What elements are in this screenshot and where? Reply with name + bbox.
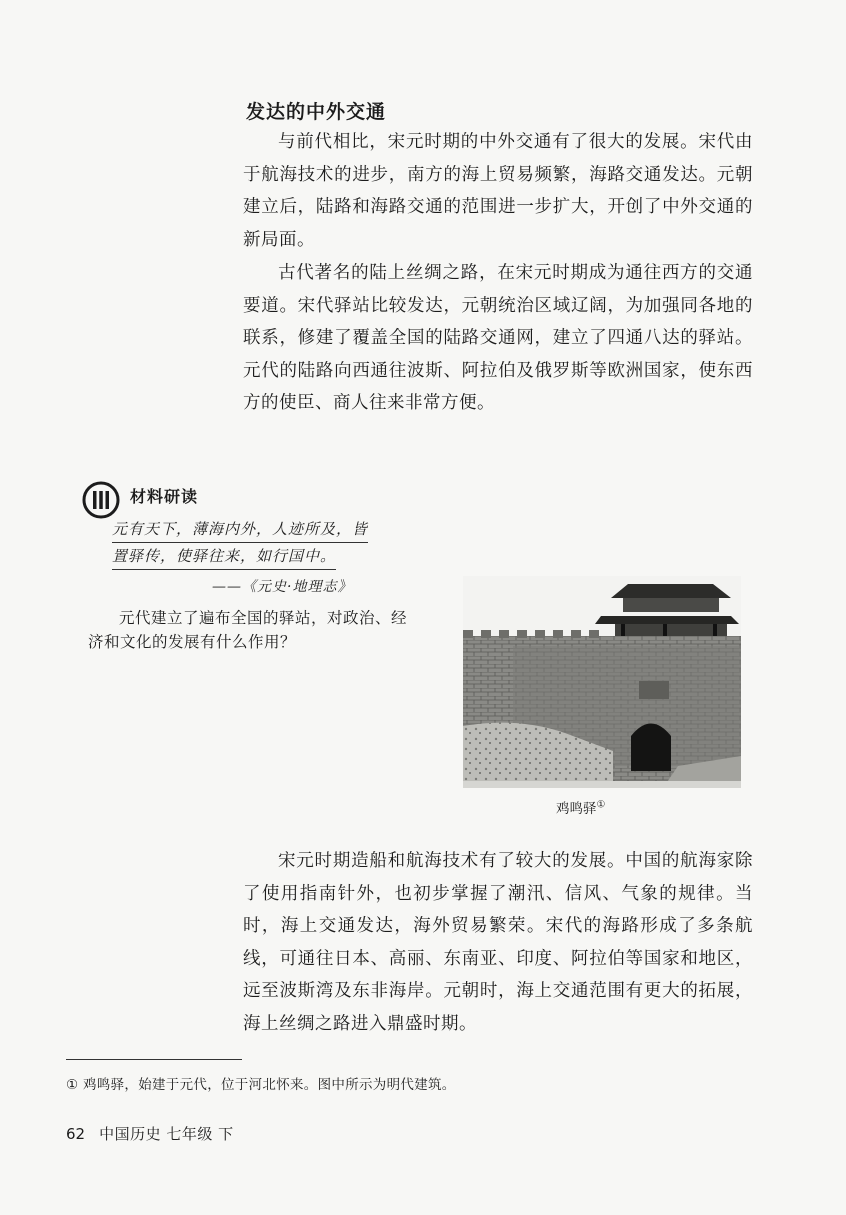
quote-line-2: 置驿传，使驿往来，如行国中。 [112, 543, 336, 570]
material-quote [112, 516, 412, 570]
book-title: 中国历史 七年级 下 [99, 1125, 234, 1143]
section-title: 发达的中外交通 [246, 101, 387, 123]
footnote-ref: ① [596, 799, 606, 811]
page-footer [66, 1123, 234, 1144]
body-paragraph-3: 宋元时期造船和航海技术有了较大的发展。中国的航海家除了使用指南针外，也初步掌握了潮汛、信风、气象的规律。当时，海上交通发达，海外贸易繁荣。宋代的海路形成了多条航线，可通往日本、高丽、东南亚、印度、阿拉伯等国家和地区，远至波斯湾及东非海岸。元朝时，海上交通范围有更大的拓展，海上丝绸之路进入鼎盛时期。 [243, 851, 753, 1034]
jiming-station-photo [463, 576, 741, 788]
material-reading-icon [82, 481, 120, 519]
footnote: ① 鸡鸣驿，始建于元代，位于河北怀来。图中所示为明代建筑。 [66, 1077, 456, 1093]
body-paragraph-2: 古代著名的陆上丝绸之路，在宋元时期成为通往西方的交通要道。宋代驿站比较发达，元朝统治区域辽阔，为加强同各地的联系，修建了覆盖全国的陆路交通网，建立了四通八达的驿站。元代的陆路向西通往波斯、阿拉伯及俄罗斯等欧洲国家，使东西方的使臣、商人往来非常方便。 [243, 263, 753, 413]
material-box-title: 材料研读 [130, 487, 199, 506]
quote-line-1: 元有天下，薄海内外，人迹所及，皆 [112, 516, 368, 543]
footnote-divider [66, 1059, 242, 1060]
material-question: 元代建立了遍布全国的驿站，对政治、经济和文化的发展有什么作用？ [88, 609, 408, 651]
photo-caption: 鸡鸣驿① [556, 799, 606, 817]
quote-source: ——《元史·地理志》 [212, 579, 353, 595]
body-paragraph-1: 与前代相比，宋元时期的中外交通有了很大的发展。宋代由于航海技术的进步，南方的海上贸易频繁，海路交通发达。元朝建立后，陆路和海路交通的范围进一步扩大，开创了中外交通的新局面。 [243, 132, 753, 250]
page-number: 62 [66, 1125, 86, 1143]
